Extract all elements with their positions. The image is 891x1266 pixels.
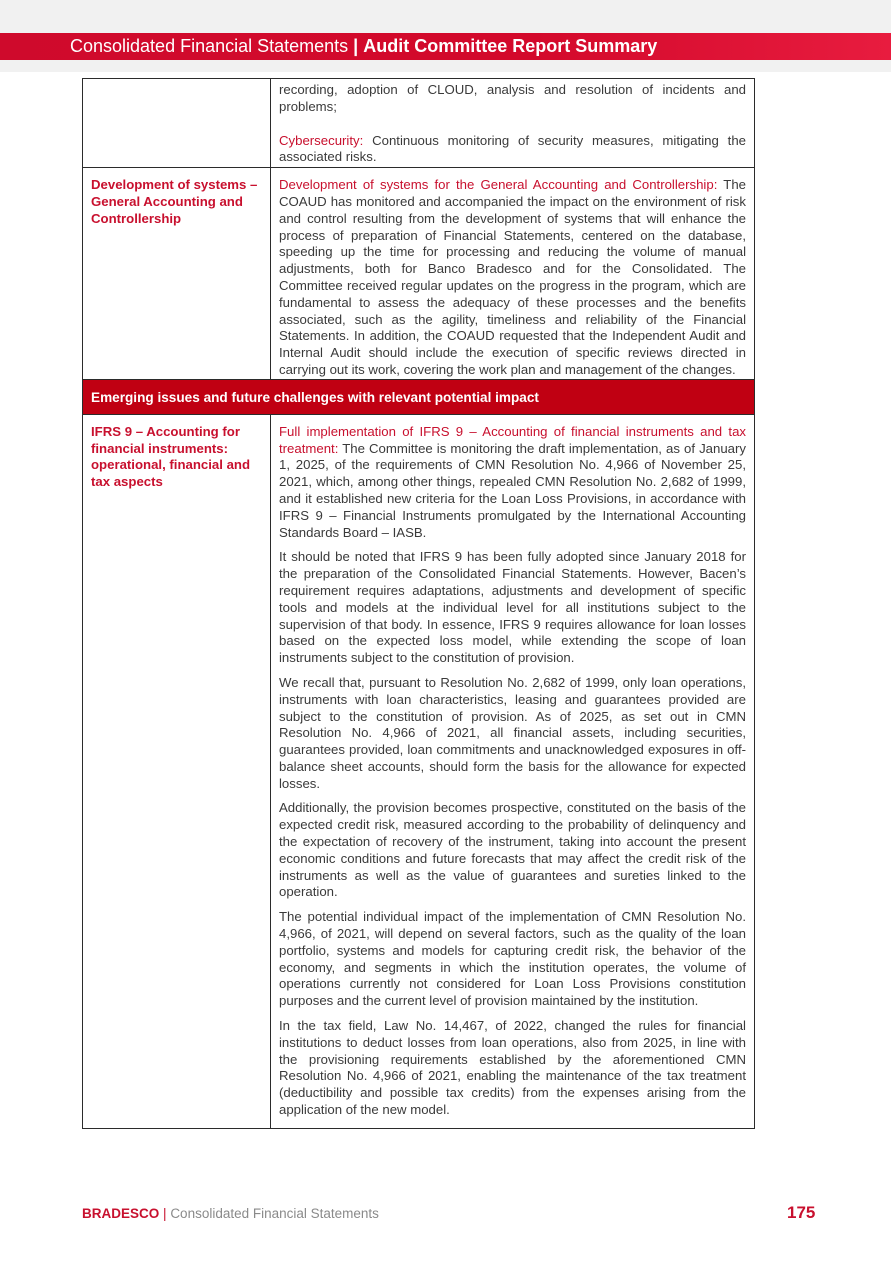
section-header-row: [83, 379, 755, 414]
paragraph: recording, adoption of CLOUD, analysis and resolution of incidents and problems;: [279, 82, 746, 114]
paragraph: In the tax field, Law No. 14,467, of 2022, changed the rules for financial institutions to deduct losses from loan operations, also from 2025, in line with the provisioning requirements established by the aforementioned CMN Resolution No. 4,966 of 2021, enabling the maintenance of the tax treatment (deductibility and possible tax credits) from the expenses arising from the application of the new model.: [279, 1018, 746, 1118]
header-separator: |: [353, 36, 359, 56]
table-row: [83, 414, 755, 1128]
section-title: Emerging issues and future challenges with relevant potential impact: [83, 379, 755, 414]
footer-text: Consolidated Financial Statements: [170, 1206, 379, 1221]
table-row: [83, 79, 755, 168]
table-row: [83, 168, 755, 380]
cybersecurity-label: Cybersecurity:: [279, 132, 364, 148]
page-number: 175: [787, 1203, 816, 1222]
paragraph: [279, 133, 746, 167]
report-table: [82, 78, 755, 1129]
page-header: [0, 33, 891, 60]
header-title: Consolidated Financial Statements: [70, 36, 349, 56]
paragraph: The potential individual impact of the implementation of CMN Resolution No. 4,966, of 2021, will depend on several factors, such as the quality of the loan portfolio, systems and models for capturing credit risk, the behavior of the economy, and segments in which the institution operates, the volume of operations currently not considered for Loan Loss Provisions constitution purposes and the current level of provision maintained by the institution.: [279, 909, 746, 1009]
ifrs9-text: The Committee is monitoring the draft implementation, as of January 1, 2025, of the requirements of CMN Resolution No. 4,966 of November 25, 2021, which, among other things, repealed CMN Resolution No. 2,682 of 1999, and it established new criteria for the Loan Loss Provisions, in accordance with IFRS 9 – Financial Instruments promulgated by the International Accounting Standards Board – IASB.: [279, 440, 746, 540]
paragraph: Additionally, the provision becomes prospective, constituted on the basis of the expected credit risk, measured according to the probability of delinquency and the expectation of recovery of the instrument, taking into account the present economic conditions and future forecasts that may affect the credit risk of the instruments as well as the value of guarantees and sureties linked to the operation.: [279, 800, 746, 900]
paragraph: We recall that, pursuant to Resolution No. 2,682 of 1999, only loan operations, instruments with loan characteristics, leasing and guarantees provided are subject to the constitution of provision. As of 2025, as set out in CMN Resolution No. 4,966 of 2021, all financial assets, including securities, guarantees provided, loan commitments and unacknowledged exposures in off-balance sheet accounts, should form the basis for the allowance for expected losses.: [279, 674, 746, 791]
ifrs9-label: Full implementation of IFRS 9 – Accounting of financial instruments and tax treatment:: [279, 423, 746, 456]
row-label-development: Development of systems – General Accounting and Controllership: [83, 168, 271, 380]
row-content: [271, 168, 755, 380]
row-content: [271, 79, 755, 168]
header-subtitle: Audit Committee Report Summary: [363, 36, 658, 56]
row-label-ifrs9: IFRS 9 – Accounting for financial instruments: operational, financial and tax aspects: [83, 414, 271, 1128]
paragraph: [279, 424, 746, 542]
development-label: Development of systems for the General Accounting and Controllership:: [279, 177, 718, 193]
row-label-empty: [83, 79, 271, 168]
footer-brand: BRADESCO: [82, 1206, 160, 1221]
development-text: The COAUD has monitored and accompanied the impact on the environment of risk and control resulting from the development of systems that will enhance the process of preparation of Financial Statements, centered on the database, speeding up the time for processing and reducing the volume of manual adjustments, both for Banco Bradesco and for the Consolidated. The Committee received regular updates on the progress in the program, which are fundamental to assess the adequacy of these processes and the benefits associated, such as the agility, timeliness and reliability of the Financial Statements. In addition, the COAUD requested that the Independent Audit and Internal Audit should include the execution of specific reviews directed in carrying out its work, covering the work plan and management of the changes.: [279, 177, 747, 377]
paragraph: It should be noted that IFRS 9 has been fully adopted since January 2018 for the preparation of the Consolidated Financial Statements. However, Bacen’s requirement requires adaptations, adjustments and development of specific tools and models at the individual level for all institutions subject to the supervision of that body. In essence, IFRS 9 requires allowance for loan losses based on the expected loss model, while extending the scope of loan instruments subject to the constitution of provision.: [279, 549, 746, 666]
paragraph: [279, 177, 746, 379]
cybersecurity-text: Continuous monitoring of security measures, mitigating the associated risks.: [279, 132, 746, 165]
footer-separator: |: [163, 1206, 167, 1221]
row-content: [271, 414, 755, 1128]
footer: [82, 1206, 379, 1221]
